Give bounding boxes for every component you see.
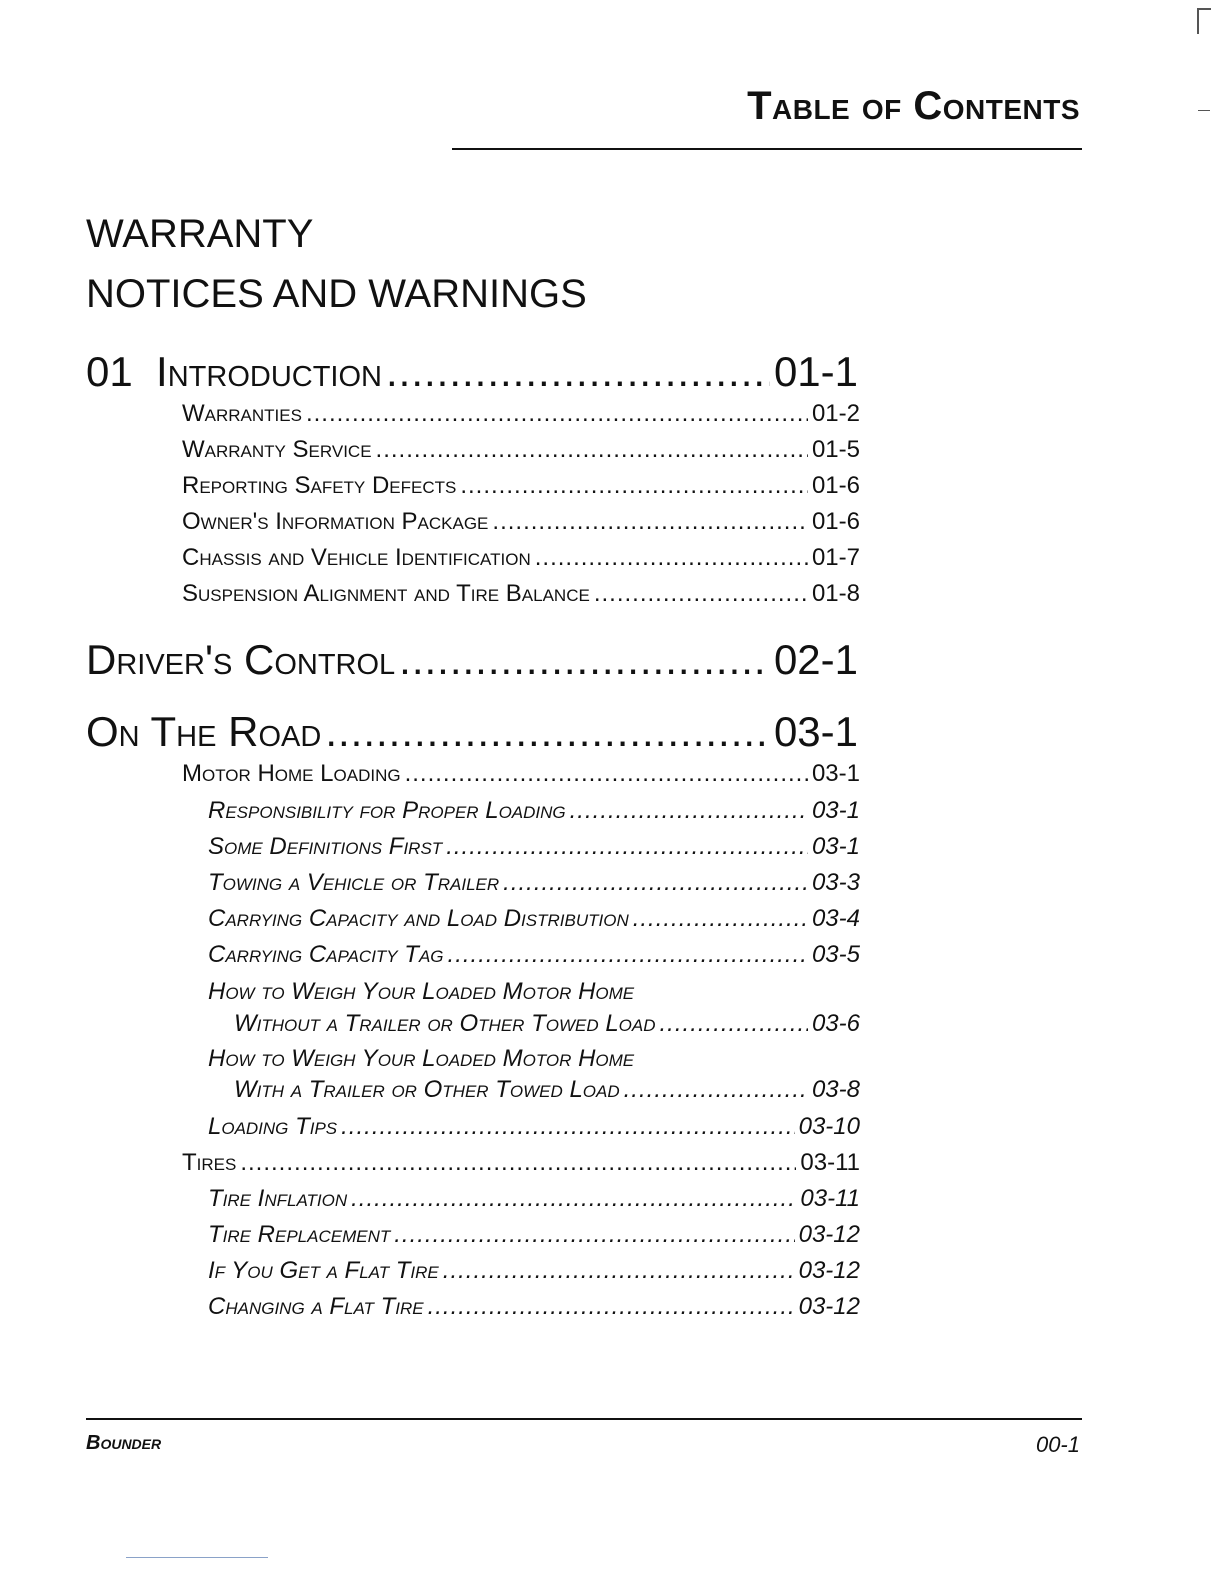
- toc-page-number: 03-12: [798, 1257, 860, 1284]
- toc-entry-label: Tire Inflation: [208, 1185, 348, 1212]
- heading-warranty: WARRANTY: [86, 212, 314, 256]
- dot-leader: [535, 544, 808, 572]
- dot-leader: [405, 760, 808, 788]
- toc-entry[interactable]: [182, 580, 860, 610]
- page-header: [747, 84, 1080, 129]
- toc-entry[interactable]: [182, 436, 860, 466]
- scan-artifact: [1198, 110, 1210, 111]
- heading-notices: NOTICES AND WARNINGS: [86, 272, 587, 316]
- dot-leader: [570, 797, 808, 825]
- toc-page-number: 01-6: [811, 472, 860, 499]
- toc-entry-label: Owner's Information Package: [182, 508, 489, 535]
- toc-page-number: 03-10: [798, 1113, 860, 1140]
- dot-leader: [306, 400, 808, 428]
- toc-entry-label: Some Definitions First: [208, 833, 443, 860]
- toc-page-number: 01-2: [811, 400, 860, 427]
- toc-subentry[interactable]: [208, 797, 860, 827]
- scan-artifact: [1197, 8, 1211, 10]
- dot-leader: [633, 905, 808, 933]
- toc-page-number: 03-8: [811, 1076, 860, 1103]
- dot-leader: [660, 1010, 808, 1038]
- dot-leader: [492, 508, 808, 536]
- toc-subentry[interactable]: [234, 1076, 860, 1106]
- dot-leader: [386, 348, 770, 396]
- toc-subentry[interactable]: [208, 905, 860, 935]
- scan-artifact: [1197, 8, 1199, 34]
- toc-entry-label: Chassis and Vehicle Identification: [182, 544, 531, 571]
- toc-page-number: 03-11: [800, 1185, 860, 1212]
- toc-page-number: 03-1: [811, 833, 860, 860]
- toc-entry-label: Responsibility for Proper Loading: [208, 797, 566, 824]
- dot-leader: [376, 436, 808, 464]
- toc-subentry[interactable]: [208, 1257, 860, 1287]
- toc-subentry[interactable]: [208, 1293, 860, 1323]
- toc-entry-label: Without a Trailer or Other Towed Load: [234, 1010, 656, 1037]
- toc-entry[interactable]: [182, 400, 860, 430]
- toc-subentry[interactable]: [208, 1185, 860, 1215]
- toc-entry-label: Towing a Vehicle or Trailer: [208, 869, 500, 896]
- toc-entry-motor-home-loading[interactable]: [182, 760, 860, 790]
- footer-page-number: 00-1: [1035, 1432, 1080, 1457]
- toc-entry-label: Warranties: [182, 400, 302, 427]
- dot-leader: [594, 580, 808, 608]
- toc-page-number: 03-1: [811, 760, 860, 787]
- toc-section-title: 01 Introduction: [86, 348, 382, 395]
- toc-page-number: 01-1: [773, 348, 858, 395]
- dot-leader: [341, 1113, 794, 1141]
- toc-page-number: 03-4: [811, 905, 860, 932]
- page-title: Table of Contents: [747, 84, 1080, 128]
- toc-page-number: 03-11: [800, 1149, 860, 1176]
- toc-page-number: 03-6: [811, 1010, 860, 1037]
- dot-leader: [325, 708, 770, 756]
- dot-leader: [624, 1076, 808, 1104]
- toc-entry-label: Loading Tips: [208, 1113, 338, 1140]
- toc-subentry[interactable]: [208, 1113, 860, 1143]
- toc-page-number: 02-1: [773, 636, 858, 683]
- toc-page-number: 03-3: [811, 869, 860, 896]
- dot-leader: [460, 472, 808, 500]
- toc-entry-label: Changing a Flat Tire: [208, 1293, 424, 1320]
- dot-leader: [240, 1149, 796, 1177]
- toc-subentry-label-line1: How to Weigh Your Loaded Motor Home: [208, 978, 635, 1005]
- toc-subentry[interactable]: [208, 941, 860, 971]
- toc-entry-label: If You Get a Flat Tire: [208, 1257, 439, 1284]
- toc-section-title: Driver's Control: [86, 636, 396, 683]
- toc-entry-label: With a Trailer or Other Towed Load: [234, 1076, 620, 1103]
- footer-book-title: Bounder: [86, 1432, 162, 1454]
- toc-entry-label: Reporting Safety Defects: [182, 472, 457, 499]
- dot-leader: [446, 833, 808, 861]
- dot-leader: [394, 1221, 794, 1249]
- toc-entry-label: Motor Home Loading: [182, 760, 401, 787]
- toc-page-number: 01-5: [811, 436, 860, 463]
- dot-leader: [351, 1185, 796, 1213]
- footer-divider: [86, 1418, 1082, 1420]
- toc-entry[interactable]: [182, 472, 860, 502]
- toc-page-number: 01-7: [811, 544, 860, 571]
- scan-artifact: [126, 1557, 268, 1558]
- toc-entry-label: Warranty Service: [182, 436, 372, 463]
- toc-section-introduction[interactable]: [86, 348, 858, 398]
- toc-entry-label: Carrying Capacity Tag: [208, 941, 444, 968]
- toc-entry-label: Carrying Capacity and Load Distribution: [208, 905, 629, 932]
- toc-subentry-label-line1: How to Weigh Your Loaded Motor Home: [208, 1045, 635, 1072]
- toc-page-number: 01-8: [811, 580, 860, 607]
- toc-entry-label: Tire Replacement: [208, 1221, 391, 1248]
- toc-section-drivers-control[interactable]: [86, 636, 858, 686]
- dot-leader: [448, 941, 808, 969]
- toc-section-title: On The Road: [86, 708, 322, 755]
- toc-page-number: 03-1: [773, 708, 858, 755]
- header-divider: [452, 148, 1082, 150]
- toc-section-on-the-road[interactable]: [86, 708, 858, 758]
- toc-page-number: 03-5: [811, 941, 860, 968]
- toc-page-number: 03-12: [798, 1293, 860, 1320]
- toc-subentry[interactable]: [208, 869, 860, 899]
- toc-subentry[interactable]: [234, 1010, 860, 1040]
- toc-subentry[interactable]: [208, 833, 860, 863]
- toc-page-number: 03-1: [811, 797, 860, 824]
- toc-subentry[interactable]: [208, 1221, 860, 1251]
- toc-entry-label: Tires: [182, 1149, 237, 1176]
- dot-leader: [443, 1257, 795, 1285]
- toc-entry[interactable]: [182, 544, 860, 574]
- toc-entry-tires[interactable]: [182, 1149, 860, 1179]
- toc-page-number: 03-12: [798, 1221, 860, 1248]
- toc-entry[interactable]: [182, 508, 860, 538]
- toc-page-number: 01-6: [811, 508, 860, 535]
- dot-leader: [428, 1293, 795, 1321]
- dot-leader: [503, 869, 808, 897]
- toc-entry-label: Suspension Alignment and Tire Balance: [182, 580, 590, 607]
- dot-leader: [399, 636, 770, 684]
